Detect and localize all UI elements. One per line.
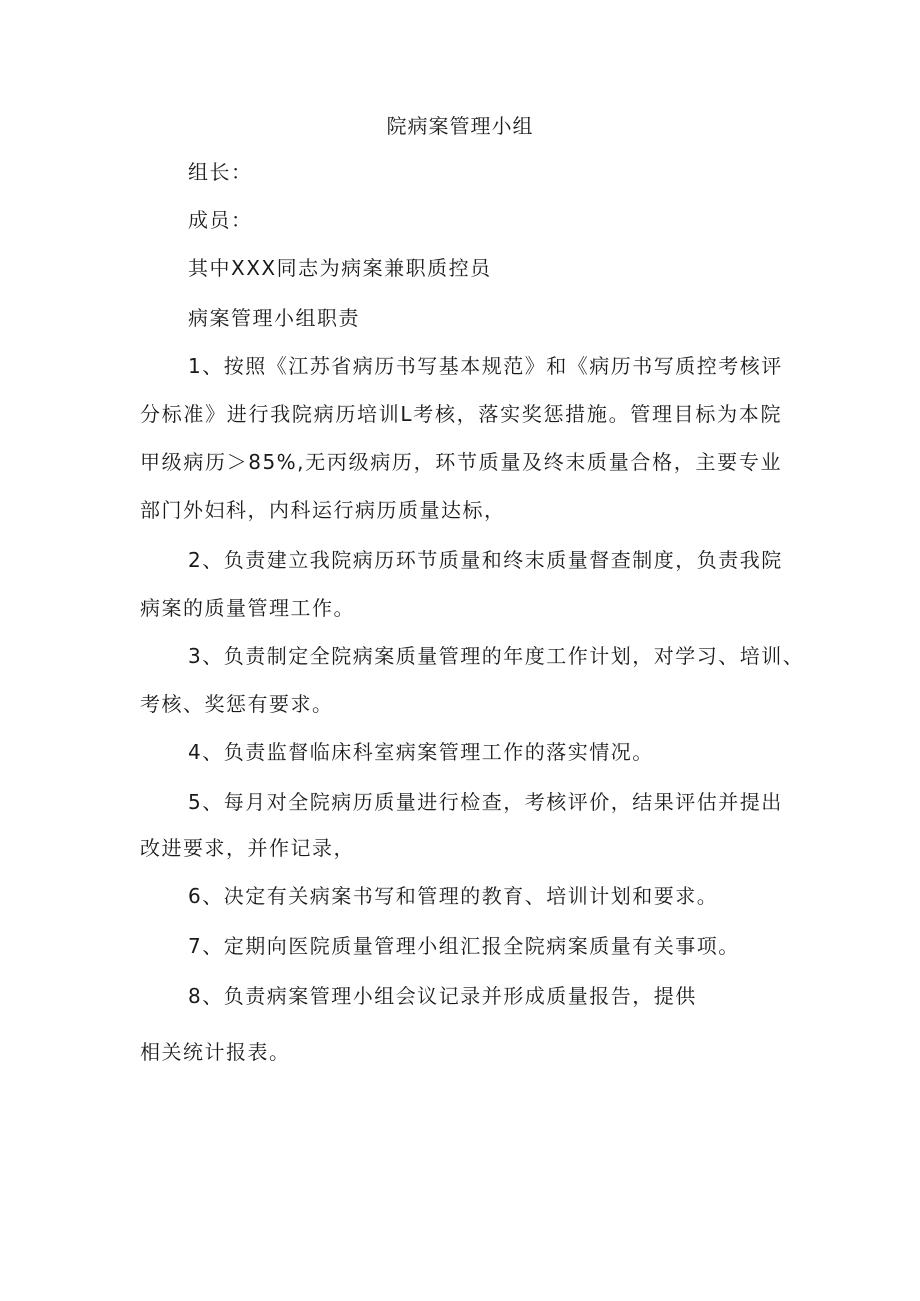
item-2-line-1: 2、负责建立我院病历环节质量和终末质量督查制度，负责我院 [188,548,783,572]
quality-note: 其中XXX同志为病案兼职质控员 [188,256,492,280]
item-2-line-2: 病案的质量管理工作。 [140,596,355,620]
item-1-line-2: 分标准》进行我院病历培训L考核，落实奖惩措施。管理目标为本院 [140,402,782,426]
item-8-line-1: 8、负责病案管理小组会议记录并形成质量报告，提供 [188,984,697,1008]
leader-label: 组长： [188,160,253,184]
item-5-line-1: 5、每月对全院病历质量进行检查，考核评价，结果评估并提出 [188,790,783,814]
item-4-line-1: 4、负责监督临床科室病案管理工作的落实情况。 [188,740,654,764]
item-6-line-1: 6、决定有关病案书写和管理的教育、培训计划和要求。 [188,884,719,908]
item-3-line-2: 考核、奖惩有要求。 [140,692,334,716]
item-5-line-2: 改进要求，并作记录， [140,836,355,860]
members-label: 成员： [188,208,253,232]
duties-heading: 病案管理小组职责 [188,306,360,330]
item-1-line-4: 部门外妇科，内科运行病历质量达标， [140,498,506,522]
item-8-line-2: 相关统计报表。 [140,1040,291,1064]
item-1-line-1: 1、按照《江苏省病历书写基本规范》和《病历书写质控考核评 [188,354,783,378]
document-title: 院病案管理小组 [386,114,534,138]
item-1-line-3: 甲级病历＞85%,无丙级病历，环节质量及终末质量合格，主要专业 [140,450,782,474]
item-7-line-1: 7、定期向医院质量管理小组汇报全院病案质量有关事项。 [188,934,740,958]
item-3-line-1: 3、负责制定全院病案质量管理的年度工作计划，对学习、培训、 [188,644,805,668]
